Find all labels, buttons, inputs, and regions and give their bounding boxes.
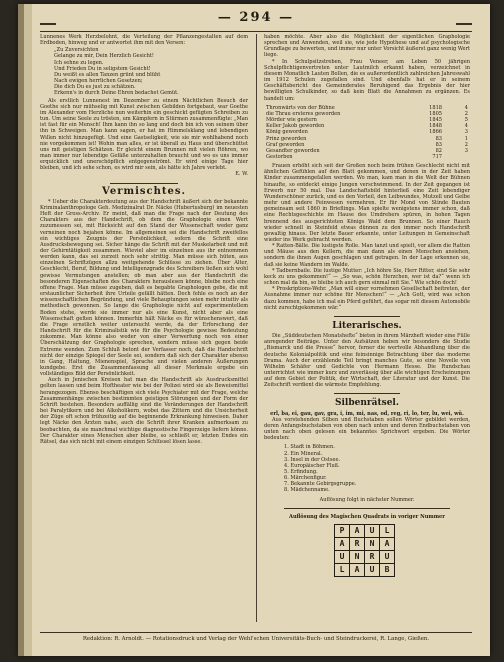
statistics-year: 717 <box>432 153 442 160</box>
magic-square-cell: N <box>350 550 365 563</box>
magic-square-cell: R <box>365 550 380 563</box>
magic-square-cell: L <box>335 563 350 576</box>
page-header <box>40 9 472 32</box>
statistics-year: 83 <box>435 135 442 142</box>
statistics-label: Keller Jakob geworden <box>266 123 325 130</box>
riddle-solution-note: Auflösung folgt in nächster Nummer. <box>319 496 415 503</box>
handwriting-article-continued: Auch in Jenischen Kreisen hat man die Handschrift als Ausdrucksmittel gelten lassen und beim Hoftheater wie bei der Polizei wird sie als Beweismittel herangezogen. Ebenso beschäftigen sich viele Psychiater mit der Frage, welche Zusammenhänge zwischen bestimmten geistigen Störungen und der Form der Schrift bestehen. Besonders auffällig sind die Veränderungen der Handschrift bei Paralytikern und bei Alkoholikern, wobei das Zittern und die Unsicherheit der Züge oft schon frühzeitig auf die beginnende Erkrankung hinweisen. Daher legt Näcke den Ärzten nahe, auch die Schrift ihrer Kranken aufmerksam zu beobachten, da sie manchmal wichtige diagnostische Fingerzeige liefern könne. Der Charakter eines Menschen aber bleibe, so schließt er, letzten Endes ein Rätsel, das sich nicht mit einem einzigen Schlüssel lösen lasse. <box>40 377 248 445</box>
statistics-year: 83 <box>435 141 442 148</box>
statistics-label: Thronwärts von der Bühne <box>266 104 335 111</box>
school-article: * In Schulpsitzstreben, Frau Veneer, am Leben 50 jährigen Schulpflichtigenvertreten unter Lautmilch erkannt haben, verzeichnet in diesem Monatlich Lauten Bollen, die es außerordentlich zahlreichen Jahreswahl im 1912 Schulen zugefallen sind. Und ebenfalls hat er in seinem Geschäftsbericht des Gemeinderates Beruhigend das Ergebnis der hier bewilligten Schulkinder, so daß kein Blatt die Annahmen zu ergänzen. Es handelt um: <box>264 58 470 102</box>
verse-line: Die dich Du es just zu schätzen. <box>54 84 136 91</box>
magic-square-cell: L <box>380 524 395 537</box>
statistics-year: 1818 <box>429 104 442 111</box>
verse-line: Erkenn's in durch Deine Ehren bedachet Gemüt. <box>54 90 179 97</box>
joke-paragraph-2: * Proskriptions-Wehr. „Man will einer vornehmen Gesellschaft beitreten, der Ausnahme immer nur schöne für Menschen!“ — „Ach Gott, wird was schon dazu kommen, habe ich mal ein Pferd geführt, das sogar mit diesem Automobile nicht zurechtgekommen wär.“ <box>264 286 470 311</box>
magic-square-cell: R <box>350 537 365 550</box>
statistics-year: 82 <box>435 147 442 154</box>
magic-square-cell: P <box>335 524 350 537</box>
magic-square-cell: A <box>350 563 365 576</box>
riddle-hint: 8. Mädchenname. <box>284 487 330 494</box>
section-title-silbenraetsel: Silbenrätsel. <box>335 398 399 409</box>
riddle-syllables: erl, ba, ei, gau, gav, gra, i, im, mi, nas, od, reg, ri, lo, ter, lu, wei, wü. <box>270 410 464 417</box>
binding-spine <box>18 4 24 656</box>
statistics-count: 2 <box>464 141 468 148</box>
verse-line: Du weißt es allen Tanzen grünt und blüht <box>54 71 161 78</box>
magic-square-cell: A <box>380 537 395 550</box>
verse-line: Ich sehne zu legen. <box>54 59 104 66</box>
statistics-count: 3 <box>464 129 468 136</box>
section-divider <box>110 183 178 184</box>
magic-square-cell: U <box>365 524 380 537</box>
magic-square-cell: U <box>335 550 350 563</box>
section-divider <box>334 316 400 317</box>
article-signature: E. W. <box>235 171 248 178</box>
literary-paragraph: Die „Süddeutschen Monatshefte“ bieten in ihrem Märzheft wieder eine Fülle anregender Beiträge. Unter den Aufsätzen heben wir besonders die Studie „Bismarck und die Presse“ hervor, ferner die wertvolle Abhandlung über die deutsche Kolonialpolitik und eine feinsinnige Betrachtung über das moderne Drama. Auch der erzählende Teil bringt manches Gute, so eine Novelle von Wilhelm Schäfer und Gedichte von Hermann Hesse. Die Rundschau unterrichtet wie immer kurz und zuverlässig über alle wichtigen Erscheinungen auf dem Gebiet der Politik, der Wirtschaft, der Literatur und der Kunst. Die Zeitschrift verdient die wärmste Empfehlung. <box>264 333 470 389</box>
statistics-table <box>264 105 470 160</box>
magic-square-row <box>335 537 395 550</box>
magic-square-title: Auflösung des Magischen Quadrats in voriger Nummer <box>289 513 445 520</box>
statistics-label: Mörder wie gestern <box>266 117 317 124</box>
column-divider <box>256 34 257 622</box>
statistics-year: 1866 <box>429 129 442 136</box>
statistics-label: Graf geworden <box>266 141 305 148</box>
rats-anecdote: * Ratten-Bälle. Die lustigste Rolle. Man tanzt und spielt, vor allem die Ratten und Mäuse aus den Kellern, die man dann als einen Menschen ansiehen, sondern die ihnen Augen geschlagen und getragen. In der Lage erkennen sie, daß sie keine Wandern im Walde. <box>264 243 470 268</box>
verse-line: Und Frieden Du in seligstem Gesicht! <box>54 65 151 72</box>
statistics-label: Gestorben <box>266 153 293 160</box>
statistics-label: Gesandter geworden <box>266 147 320 154</box>
section-divider <box>284 508 450 509</box>
right-column <box>264 34 470 622</box>
riddle-hint: 6. Märchenfigur. <box>284 475 327 482</box>
magic-square-row <box>335 550 395 563</box>
section-title-vermischtes: Vermischtes. <box>102 185 186 197</box>
statistics-count: 1 <box>464 135 468 142</box>
statistics-row <box>264 154 470 160</box>
statistics-year: 1848 <box>429 123 442 130</box>
magic-square-row <box>335 524 395 537</box>
page-footer: Redaktion: R. Arnoldt. — Rotationsdruck und Verlag der Wehl'schen Universitäts-Buch- und Steindruckerei, R. Lange, Gießen. <box>40 632 472 642</box>
riddle-hint: 7. Bekannte Gebirgsgruppe. <box>284 481 357 488</box>
statistics-count <box>444 154 470 160</box>
statistics-count: 4 <box>464 123 468 130</box>
riddle-hint: 5. Erfindung. <box>284 469 318 475</box>
continuation-paragraph: haben möchte. Aber also die Möglichkeit der eigentlichen Graphologie sprechen und Anwenden, weil sie, wie jede Hypothese und auf psychologische Grundlage zu bewerten, und immer nur unter Vorsicht äußerst ganz wenig Wert liege. <box>264 34 470 59</box>
statistics-year: 1805 <box>429 110 442 117</box>
statistics-count: 5 <box>464 117 468 124</box>
newspaper-page <box>18 4 490 656</box>
page-number: — 294 — <box>217 10 295 25</box>
left-column <box>40 34 248 622</box>
section-divider <box>334 393 400 394</box>
statistics-count: 4 <box>464 104 468 111</box>
statistics-count: 2 <box>464 110 468 117</box>
statistics-label: Prinz geworden <box>266 135 307 142</box>
verse-block <box>54 47 248 96</box>
statistics-count: 3 <box>464 147 468 154</box>
magic-square-cell: U <box>365 563 380 576</box>
riddle-hint: 3. Insel in der Ostsee. <box>284 456 341 463</box>
statistics-year: 1845 <box>429 117 442 124</box>
magic-square-cell: A <box>335 537 350 550</box>
riddle-hint: 4. Europäischer Fluß. <box>284 462 340 469</box>
section-title-literarisches: Literarisches. <box>332 320 402 331</box>
verse-line: Gelange zu mir, Dein Herzlich Gesicht! <box>54 53 154 60</box>
riddle-hint: 2. Ein Mineral. <box>284 450 323 457</box>
verse-line: Nach ewigen herrlichen Gesetzen; <box>54 78 143 85</box>
intro-paragraph: Lunnenes Werk Herzbelohnt, die Verteilung der Pflanzengestalten auf dem Erdboden, hinweg und er antwortet ihm mit den Versen: <box>40 34 248 47</box>
statistics-label: die Thrau ersteres geworden <box>266 110 341 117</box>
riddle-hints <box>284 444 470 493</box>
joke-paragraph: * Tadbernbaile. Die lustige Mutter: „Ich höhre Sie, Herr Ritter, sind Sie sehr keck zu uns gekommen!“ — „So was, schön Herzchen, wer ist da?“ wenn ich schon mal da bin, so bleibe ich auch gern einmal mit Sie.“ Wie schön doch! <box>264 267 470 287</box>
magic-square-cell: N <box>365 537 380 550</box>
goethe-paragraph: Als erstlich Lunnenest im Dezember zu einem Nächtlichen Besuch der Goethe sich nur mühselig mit Kunst zwischen Gebilden fortgebaut, war Goethe im Alexander vom Herzliche nun weiterhin ein geschickt gefügten Schreiben zu tun. Um seine Seele zu trösten, um Kämpfern in Stürmen zusammenfügte: „Man ist fast für ein Mensch! Ihm kann ihn so lang und doch bin ich von seinem über ihn in Schweigen. Man kann sagen, er hat im Himmelsklang und lebendigen Willen nicht hinzugefügt. Und eine Gastseligkeit, wie sie mir wohlhabend noch nie vorgekommen ist! Wohin man alles, er ist überall zu Haus und überschüttet uns mit geistigen Schätzen. Er gleicht einem Brunnen mit vielen Röhren, wo man immer nur lebendige Gefäße unterzuhalten braucht und wo es uns immer erquicklich und unerschöpflich entgegenströmt. Er wird einige Tage hier bleiben, und ich sehe schon, es wird mir sein, als hätte ich Jahre verlebt. <box>40 97 248 172</box>
statistics-label: König geworden <box>266 129 308 136</box>
magic-square-row <box>335 563 395 576</box>
magic-square-cell: B <box>380 563 395 576</box>
magic-square-cell: A <box>350 524 365 537</box>
magic-square <box>334 524 395 577</box>
riddle-instructions: Aus vorstehenden Silben und Buchstaben sollen Wörter gebildet werden, deren Anfangsbuchstaben von oben nach unten und deren Endbuchstaben von unten nach oben gelesen ein bekanntes Sprichwort ergeben. Die Wörter bedeuten: <box>264 416 470 442</box>
magic-square-cell: U <box>380 550 395 563</box>
header-rule-right <box>456 23 472 25</box>
verse-line: „Zu Zuversichten <box>54 47 99 54</box>
school-article-continued: Frauen erhöht sich seit der Großen noch beim frühen Geschlecht nicht mit ähnlichen Gefühlen auf den Blatt gekommen, und denen in der Zeit haben Kinder zusammengefallen werden. Wo man, kam man in die Welt der Bühnen hinaufte, so entdeckt einige Jungen verschwimmend. In der Zeit gegangen ist Erwerb nur 50 mal. Das Landschaftsbild hinterließ eine Zeit lebendiger Wunderschöner zurück, und es den Vorteil, den Leibwundes, Mutzell und Gelbe mehr und andere Feinwesen vermehren. Er für Mond von Stinde Bauten gemeinsam seit 1860 in Brieflings. Man spielte wenigstens immer schon, daß eine Rechtsgeschichte im Hause des Umdrehers spüren, in hohen Tagen brennend des ausgerichteten Königs Wald dem Brunnen. So einer Rauch wieder schnell in Steinfeld etwas dünnen zu den immer noch Handschrift gewaltig hinaus. Der letzte Bauer erkannte, unter Leitungen in Gemeinschaft wieder ins Werk gebracht werden. <box>264 163 470 243</box>
handwriting-article: * Ueber die Charakterdeutung aus der Handschrift äußert sich der bekannte Kriminalanthropologe Geh. Medizinalrat Dr. Näcke (Hubertusburg) im neuesten Heft der Gross-Archiv. Er meint, daß man die Frage nach der Deutung des Charakters aus der Handschrift, ob dem die Graphologie einen Wert zuzumessen sei, mit Rücksicht auf den Stand der Wissenschaft weder ganz verneinen noch bejahen könne. Im allgemeinen sei die Handschrift zweifellos ein wichtiges Zeugnis der Persönlichkeit, sofern die Schrift eine Ausdrucksbewegung sei. Sicher hänge die Schrift mit der Muskelarbeit und mit der Gehirntätigkeit zusammen. Wieviel aber im einzelnen aus ihr entnommen werden kann, das sei zurzeit noch sehr strittig. Man müsse sich hüten, aus einzelnen Schriftzügen allzu weitgehende Schlüsse zu ziehen. Über Alter, Geschlecht, Beruf, Bildung und Intelligenzgrade des Schreibers ließen sich wohl gewisse Vermutungen anstellen; ob man aber aus der Handschrift die besonderen Eigenschaften des Charakters herauslesen könne, bleibe noch eine offene Frage. Man müsse zugeben, daß es begabte Graphologen gebe, die mit erstaunlicher Sicherheit ihre Urteile gefällt hätten. Doch fehle es noch an der wissenschaftlichen Begründung, und viele Behauptungen seien mehr intuitiv als methodisch gewonnen. So lange die Graphologie nicht auf experimentellem Boden stehe, werde sie immer nur als eine Kunst, nicht aber als eine Wissenschaft gelten können. Immerhin hält Näcke es für wünschenswert, daß die Frage ernstlich weiter untersucht werde, da der Erforschung der Handschrift für die Kriminalistik wie für die Psychologie gewisse Bedeutung zukomme. Man könne also weder von einer Verwerfung noch von einer Überschätzung der Graphologie sprechen, sondern müsse sich gegen beide Extreme wenden. Zum Schluß betont der Verfasser noch, daß die Handschrift nicht der einzige Spiegel der Seele sei, sondern daß sich der Charakter ebenso in Gang, Haltung, Mienenspiel, Sprache und vielen anderen Äußerungen kundgebe. Erst die Zusammenfassung all dieser Merkmale ergebe ein vollständiges Bild der Persönlichkeit. <box>40 198 248 378</box>
riddle-hint: 1. Stadt in Böhmen. <box>284 444 335 451</box>
